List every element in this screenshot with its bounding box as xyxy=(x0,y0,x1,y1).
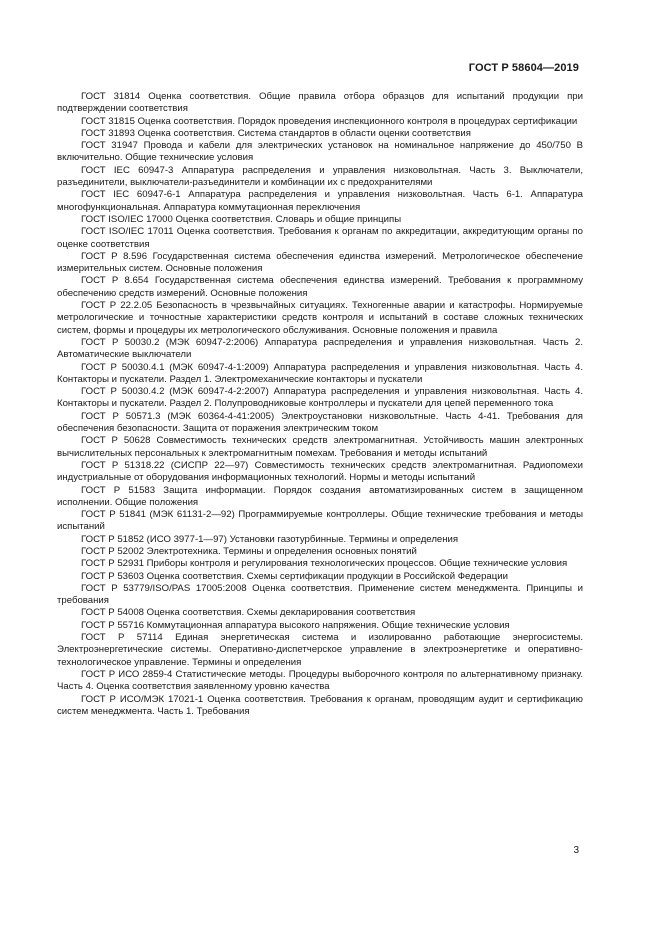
reference-entry: ГОСТ Р 51318.22 (СИСПР 22—97) Совместимость технических средств электромагнитная. Радиопомехи индустриальные от оборудования информационных технологий. Нормы и методы испытаний xyxy=(57,459,583,484)
document-header: ГОСТ Р 58604—2019 xyxy=(468,62,579,74)
reference-entry: ГОСТ Р 22.2.05 Безопасность в чрезвычайных ситуациях. Техногенные аварии и катастрофы. Нормируемые метрологические и точностные характеристики средств контроля и испытаний в составе сложных технических систем, формы и процедуры их метрологического обслуживания. Основные положения и правила xyxy=(57,300,583,336)
reference-entry: ГОСТ 31947 Провода и кабели для электрических установок на номинальное напряжение до 450/750 В включительно. Общие технические условия xyxy=(57,140,583,164)
reference-entry: ГОСТ Р 8.596 Государственная система обеспечения единства измерений. Метрологическое обеспечение измерительных систем. Основные положения xyxy=(57,250,583,275)
reference-entry: ГОСТ Р 51583 Защита информации. Порядок создания автоматизированных систем в защищенном исполнении. Общие положения xyxy=(57,484,583,508)
reference-entry: ГОСТ ISO/IEC 17011 Оценка соответствия. Требования к органам по аккредитации, аккредитующим органы по оценке соответствия xyxy=(57,226,583,250)
reference-entry: ГОСТ Р 8.654 Государственная система обеспечения единства измерений. Требования к программному обеспечению средств измерений. Основные положения xyxy=(57,275,583,299)
reference-entry: ГОСТ Р 50030.4.1 (МЭК 60947-4-1:2009) Аппаратура распределения и управления низковольтная. Часть 4. Контакторы и пускатели. Раздел 1. Электромеханические контакторы и пускатели xyxy=(57,361,583,385)
reference-entry: ГОСТ 31893 Оценка соответствия. Система стандартов в области оценки соответствия xyxy=(81,127,471,139)
reference-entry: ГОСТ Р 50628 Совместимость технических средств электромагнитная. Устойчивость машин электронных вычислительных персональных к электромагнитным помехам. Требования и методы испытаний xyxy=(57,435,583,459)
reference-entry: ГОСТ 31814 Оценка соответствия. Общие правила отбора образцов для испытаний продукции при подтверждении соответствия xyxy=(57,91,583,115)
reference-entry: ГОСТ Р ИСО/МЭК 17021-1 Оценка соответствия. Требования к органам, проводящим аудит и сертификацию систем менеджмента. Часть 1. Требования xyxy=(57,693,583,717)
page-number: 3 xyxy=(573,845,579,856)
reference-entry: ГОСТ Р 52931 Приборы контроля и регулирования технологических процессов. Общие технические условия xyxy=(81,558,568,570)
reference-entry: ГОСТ Р 55716 Коммутационная аппаратура высокого напряжения. Общие технические условия xyxy=(81,619,510,631)
reference-entry: ГОСТ IEC 60947-6-1 Аппаратура распределения и управления низковольтная. Часть 6-1. Аппаратура многофункциональная. Аппаратура коммутационная переключения xyxy=(57,189,583,213)
reference-entry: ГОСТ Р 50030.2 (МЭК 60947-2:2006) Аппаратура распределения и управления низковольтная. Часть 2. Автоматические выключатели xyxy=(57,336,583,361)
reference-entry: ГОСТ Р 57114 Единая энергетическая система и изолированно работающие энергосистемы. Электроэнергетические системы. Оперативно-диспетчерское управление в электроэнергетике и оперативно-технологическое управление. Термины и определения xyxy=(57,632,583,668)
reference-entry: ГОСТ Р ИСО 2859-4 Статистические методы. Процедуры выборочного контроля по альтернативному признаку. Часть 4. Оценка соответствия заявленному уровню качества xyxy=(57,668,583,693)
reference-entry: ГОСТ Р 50571.3 (МЭК 60364-4-41:2005) Электроустановки низковольтные. Часть 4-41. Требования для обеспечения безопасности. Защита от поражения электрическим током xyxy=(57,410,583,435)
reference-entry: ГОСТ IEC 60947-3 Аппаратура распределения и управления низковольтная. Часть 3. Выключатели, разъединители, выключатели-разъединители и комбинации их с предохранителями xyxy=(57,164,583,189)
references-list xyxy=(57,91,583,718)
reference-entry: ГОСТ 31815 Оценка соответствия. Порядок проведения инспекционного контроля в процедурах сертификации xyxy=(81,115,578,127)
reference-entry: ГОСТ Р 52002 Электротехника. Термины и определения основных понятий xyxy=(81,545,417,557)
reference-entry: ГОСТ ISO/IEC 17000 Оценка соответствия. Словарь и общие принципы xyxy=(81,213,402,225)
reference-entry: ГОСТ Р 54008 Оценка соответствия. Схемы декларирования соответствия xyxy=(81,607,416,619)
reference-entry: ГОСТ Р 51841 (МЭК 61131-2—92) Программируемые контроллеры. Общие технические требования и методы испытаний xyxy=(57,509,583,533)
reference-entry: ГОСТ Р 53779/ISO/PAS 17005:2008 Оценка соответствия. Применение систем менеджмента. Принципы и требования xyxy=(57,582,583,607)
reference-entry: ГОСТ Р 50030.4.2 (МЭК 60947-4-2:2007) Аппаратура распределения и управления низковольтная. Часть 4. Контакторы и пускатели. Раздел 2. Полупроводниковые контроллеры и пускатели для цепей переменного тока xyxy=(57,386,583,410)
reference-entry: ГОСТ Р 51852 (ИСО 3977-1—97) Установки газотурбинные. Термины и определения xyxy=(81,533,459,545)
reference-entry: ГОСТ Р 53603 Оценка соответствия. Схемы сертификации продукции в Российской Федерации xyxy=(81,570,508,582)
